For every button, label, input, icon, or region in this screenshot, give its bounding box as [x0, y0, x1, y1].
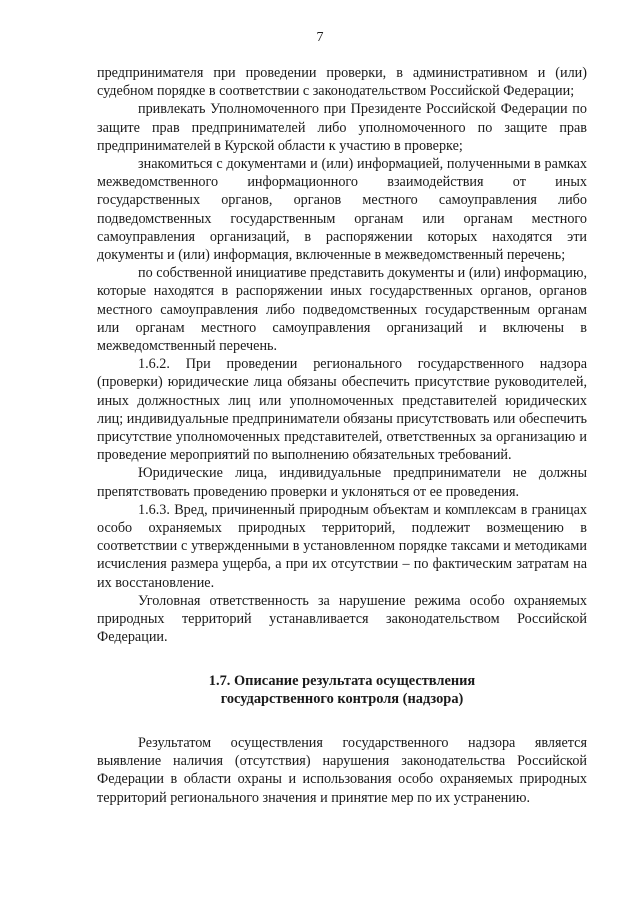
section-heading-1-7 — [97, 672, 587, 708]
section-heading-line-1: 1.7. Описание результата осуществления — [208, 672, 476, 689]
section-heading-line-2: государственного контроля (надзора) — [220, 690, 464, 707]
page-number: 7 — [316, 30, 324, 45]
paragraph-1-6-3: 1.6.3. Вред, причиненный природным объектам и комплексам в границах особо охраняемых природных территорий, подлежит возмещению в соответствии с утвержденными в установленном порядке таксами и методиками исчисления размера ущерба, а при их отсутствии – по фактическим затратам на их восстановление. — [97, 501, 587, 591]
paragraph-interagency-docs: знакомиться с документами и (или) информацией, полученными в рамках межведомственного информационного взаимодействия от иных государственных органов, органов местного самоуправления либо подведомственных государственным органам или органам местного самоуправления организаций, в распоряжении которых находятся эти документы и (или) информация, включенные в межведомственный перечень; — [97, 156, 587, 264]
document-body — [97, 64, 587, 807]
paragraph-no-obstruction: Юридические лица, индивидуальные предприниматели не должны препятствовать проведению проверки и уклоняться от ее проведения. — [97, 465, 587, 500]
paragraph-1-6-2: 1.6.2. При проведении регионального государственного надзора (проверки) юридические лица обязаны обеспечить присутствие руководителей, иных должностных лиц или уполномоченных представителей юридических лиц; индивидуальные предприниматели обязаны присутствовать или обеспечить присутствие уполномоченных представителей, ответственных за организацию и проведение мероприятий по выполнению обязательных требований. — [97, 356, 587, 464]
paragraph-own-initiative: по собственной инициативе представить документы и (или) информацию, которые находятся в распоряжении иных государственных органов, органов местного самоуправления либо подведомственных государственным органам или органам местного самоуправления организаций и включены в межведомственный перечень. — [97, 265, 587, 355]
paragraph-continuation: предпринимателя при проведении проверки, в административном и (или) судебном порядке в соответствии с законодательством Российской Федерации; — [97, 65, 587, 100]
paragraph-criminal-liability: Уголовная ответственность за нарушение режима особо охраняемых природных территорий устанавливается законодательством Российской Федерации. — [97, 592, 587, 646]
paragraph-ombudsman: привлекать Уполномоченного при Президенте Российской Федерации по защите прав предпринимателей либо уполномоченного по защите прав предпринимателей в Курской области к участию в проверке; — [97, 101, 587, 154]
paragraph-result: Результатом осуществления государственного надзора является выявление наличия (отсутствия) нарушения законодательства Российской Федерации в области охраны и использования особо охраняемых природных территорий регионального значения и принятие мер по их устранению. — [97, 734, 587, 806]
